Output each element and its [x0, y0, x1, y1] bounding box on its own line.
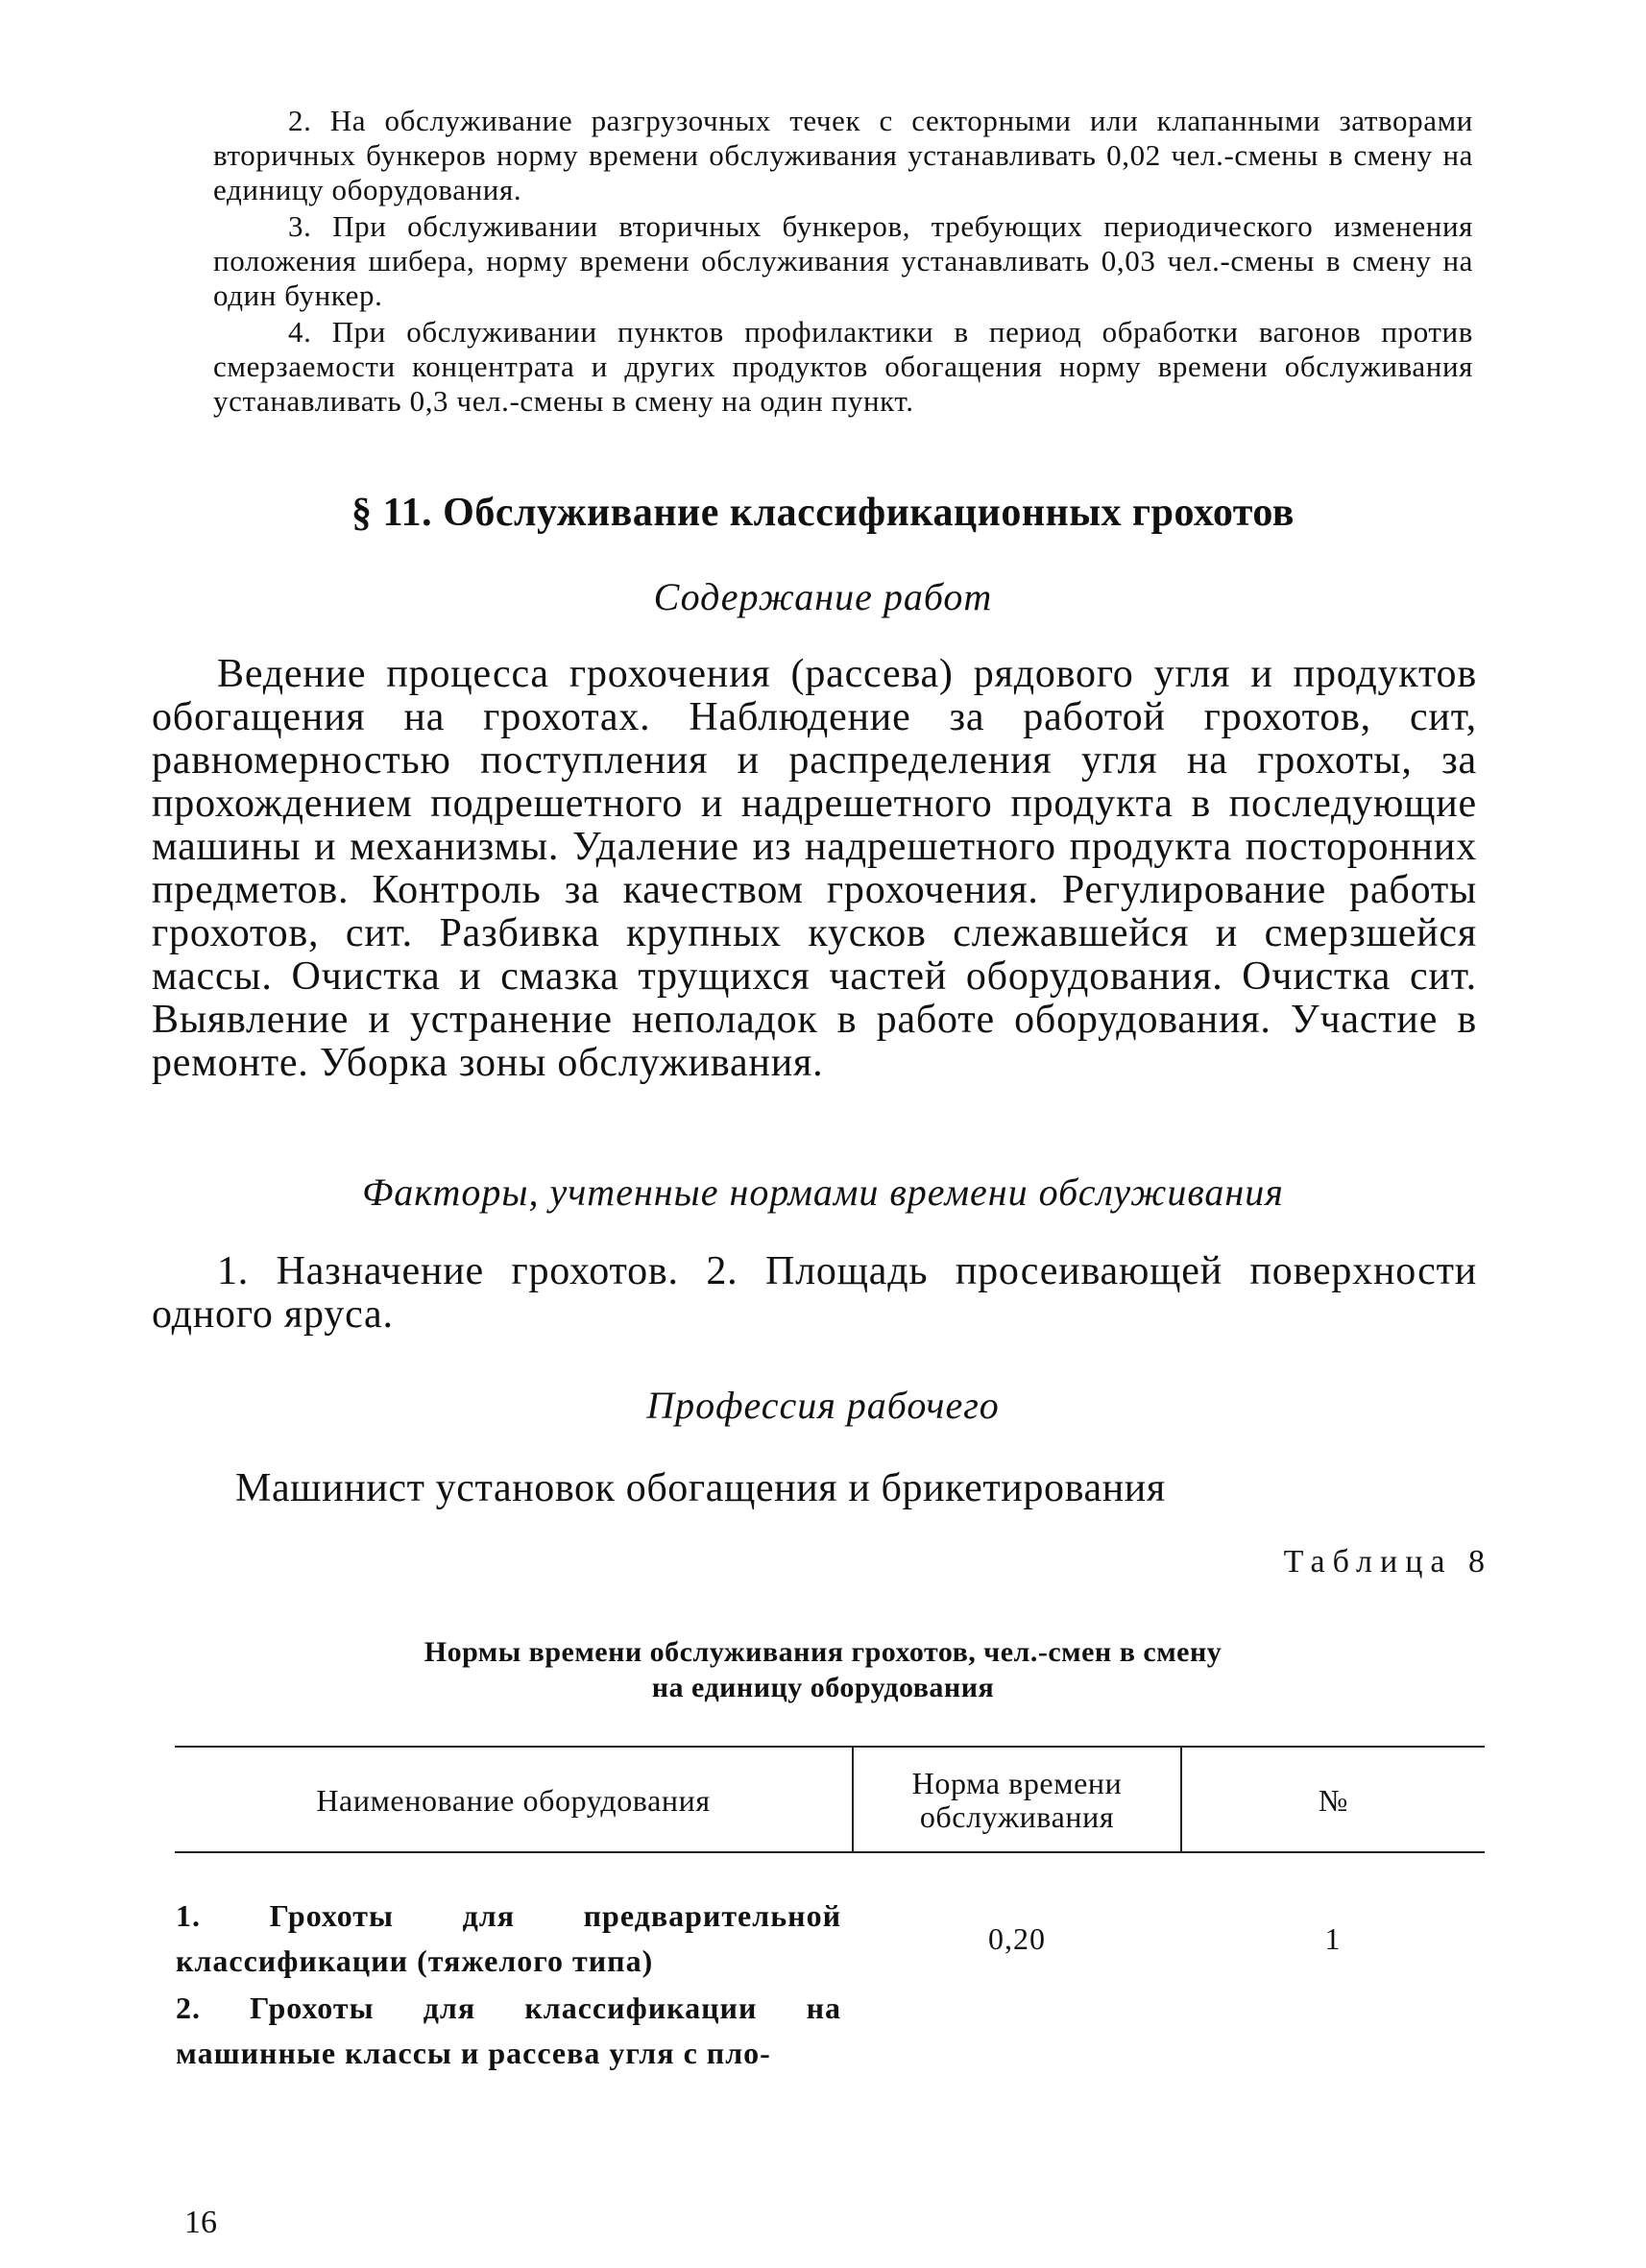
header-norm-line-1: Норма времени: [911, 1766, 1123, 1800]
row-2-norm: [853, 1985, 1181, 2077]
section-title: § 11. Обслуживание классификационных грохотов: [351, 491, 1295, 535]
table-row: [175, 1852, 1485, 1985]
content-text-block: [152, 653, 1477, 1085]
table-row: [175, 1985, 1485, 2077]
profession-name: Машинист установок обогащения и брикетирования: [235, 1466, 1166, 1510]
header-norm-line-2: обслуживания: [919, 1799, 1115, 1834]
table-title-line-2: на единицу оборудования: [651, 1672, 995, 1703]
content-heading: Содержание работ: [653, 575, 993, 618]
table-title: [0, 1634, 1646, 1705]
note-3: 3. При обслуживании вторичных бункеров, требующих периодического изменения положения шибера, норму времени обслуживания устанавливать 0,03 чел.-смены в смену на один бункер.: [213, 209, 1473, 312]
profession-heading: Профессия рабочего: [646, 1384, 1000, 1427]
notes-block: [213, 104, 1473, 421]
note-4: 4. При обслуживании пунктов профилактики в период обработки вагонов против смерзаемости концентрата и других продуктов обогащения норму времени обслуживания устанавливать 0,3 чел.-смены в смену на один пункт.: [213, 315, 1473, 418]
page-number: 16: [184, 2205, 217, 2240]
table-header-row: [175, 1747, 1485, 1852]
factors-text-block: [152, 1250, 1477, 1337]
note-2: 2. На обслуживание разгрузочных течек с секторными или клапанными затворами вторичных бункеров норму времени обслуживания устанавливать 0,02 чел.-смены в смену на единицу оборудования.: [213, 104, 1473, 206]
row-1-name: 1. Грохоты для предварительной классификации (тяжелого типа): [176, 1898, 841, 1978]
factors-paragraph: 1. Назначение грохотов. 2. Площадь просеивающей поверхности одного яруса.: [152, 1249, 1477, 1337]
row-2-number: [1181, 1985, 1485, 2077]
header-time-norm: [853, 1747, 1181, 1852]
header-equipment-name: Наименование оборудования: [175, 1747, 853, 1852]
content-paragraph: Ведение процесса грохочения (рассева) рядового угля и продуктов обогащения на грохотах. Наблюдение за работой грохотов, сит, равномерностью поступления и распределения угля на грохоты, за прохождением подрешетного и надрешетного продукта в последующие машины и механизмы. Удаление из надрешетного продукта посторонних предметов. Контроль за качеством грохочения. Регулирование работы грохотов, сит. Разбивка крупных кусков слежавшейся и смерзшейся массы. Очистка и смазка трущихся частей оборудования. Очистка сит. Выявление и устранение неполадок в работе оборудования. Участие в ремонте. Уборка зоны обслуживания.: [152, 652, 1477, 1085]
row-1-norm: 0,20: [988, 1920, 1046, 1956]
table-title-line-1: Нормы времени обслуживания грохотов, чел.-смен в смену: [424, 1636, 1222, 1668]
table-label: Таблица 8: [1283, 1544, 1492, 1580]
row-2-name: 2. Грохоты для классификации на машинные классы и рассева угля с пло-: [176, 1991, 841, 2070]
norms-table: [175, 1746, 1485, 2077]
factors-heading: Факторы, учтенные нормами времени обслуживания: [362, 1170, 1284, 1214]
row-1-number: 1: [1324, 1920, 1342, 1956]
header-number: №: [1318, 1782, 1349, 1818]
